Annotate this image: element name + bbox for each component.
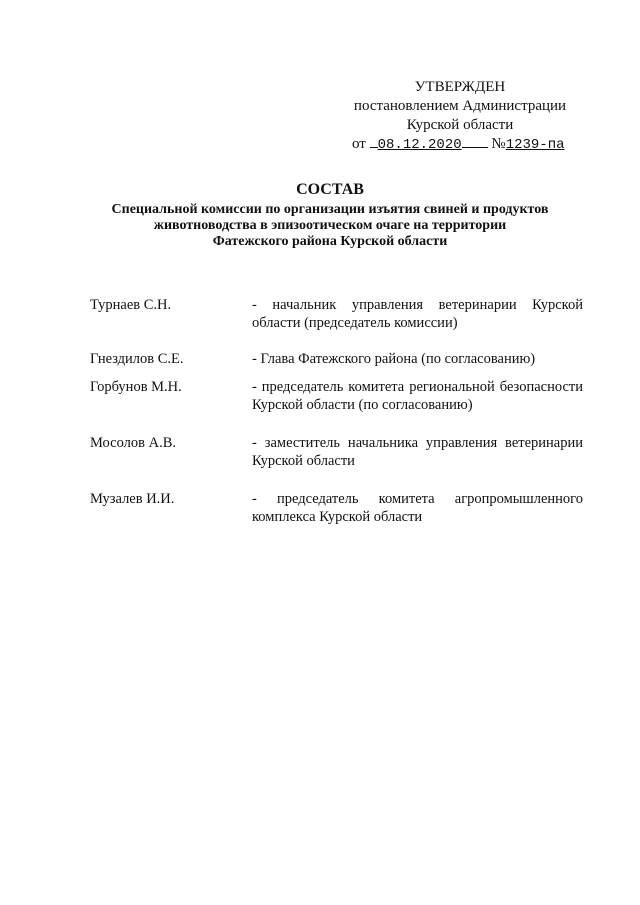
date-prefix: от [352,136,366,152]
member-row [90,490,583,526]
member-role: - председатель комитета агропромышленного комплекса Курской области [252,491,583,525]
member-row [90,296,583,332]
approval-date-line [330,135,590,155]
member-role: - заместитель начальника управления ветеринарии Курской области [252,435,583,469]
approval-line-2: Курской области [406,117,514,133]
member-row [90,348,583,368]
document-subtitle-line-1: Специальной комиссии по организации изъятия свиней и продуктов [111,202,549,217]
member-name: Мосолов А.В. [90,435,176,451]
member-role: - председатель комитета региональной безопасности Курской области (по согласованию) [252,379,583,413]
member-row [90,378,583,414]
approval-stamp [330,78,590,155]
document-subtitle-line-2: животноводства в эпизоотическом очаге на территории [153,218,507,233]
member-role: - Глава Фатежского района (по согласованию) [252,351,536,367]
document-heading [60,180,600,250]
approval-line-1: постановлением Администрации [353,98,567,114]
member-name: Гнездилов С.Е. [90,351,184,367]
document-subtitle-line-3: Фатежского района Курской области [212,234,448,249]
member-name: Горбунов М.Н. [90,379,182,395]
document-title: СОСТАВ [296,181,364,198]
member-role: - начальник управления ветеринарии Курской области (председатель комиссии) [252,297,583,331]
approval-date: 08.12.2020 [377,137,462,153]
number-prefix: № [491,136,506,152]
commission-member-list [90,296,583,526]
approval-number: 1239-па [505,137,565,153]
member-name: Музалев И.И. [90,491,175,507]
member-row [90,434,583,470]
member-name: Турнаев С.Н. [90,297,172,313]
approved-label: УТВЕРЖДЕН [414,79,506,95]
